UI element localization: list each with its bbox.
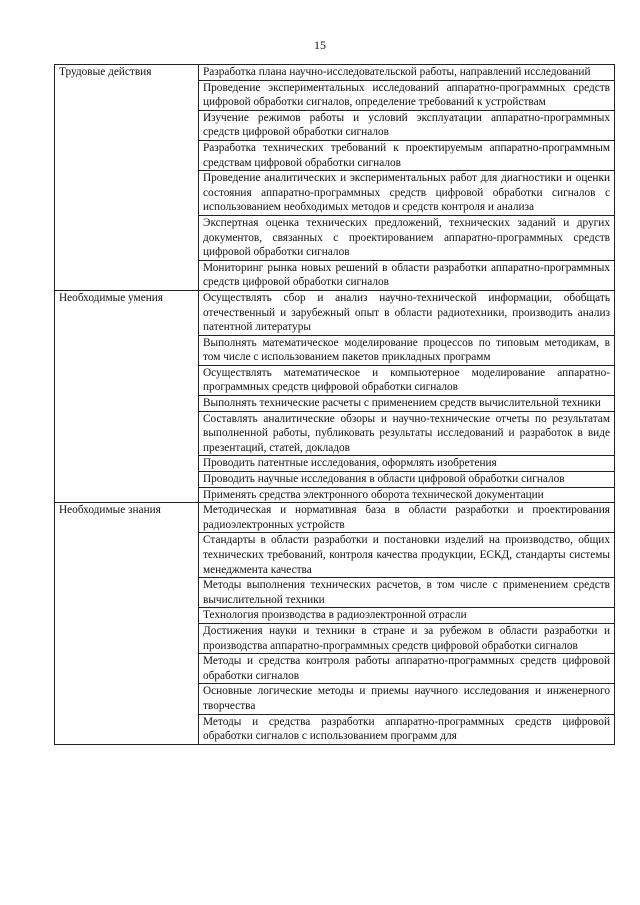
table-cell: Осуществлять сбор и анализ научно-технической информации, обобщать отечественный и зарубежный опыт в области радиотехники, производить анализ патентной литературы <box>199 290 615 335</box>
table-cell: Применять средства электронного оборота технической документации <box>199 487 615 503</box>
table-cell: Изучение режимов работы и условий эксплуатации аппаратно-программных средств цифровой обработки сигналов <box>199 110 615 140</box>
page-number: 15 <box>314 38 326 52</box>
section-label-required-skills: Необходимые умения <box>55 290 199 502</box>
table-cell: Экспертная оценка технических предложений, технических заданий и других документов, связанных с проектированием аппаратно-программных средств цифровой обработки сигналов <box>199 215 615 260</box>
table-cell: Методы и средства разработки аппаратно-программных средств цифровой обработки сигналов с использованием программ для <box>199 714 615 744</box>
table-cell: Методы выполнения технических расчетов, в том числе с применением средств вычислительной техники <box>199 578 615 608</box>
table-cell: Выполнять математическое моделирование процессов по типовым методикам, в том числе с использованием пакетов прикладных программ <box>199 335 615 365</box>
table-cell: Разработка технических требований к проектируемым аппаратно-программным средствам цифровой обработки сигналов <box>199 140 615 170</box>
table-cell: Методы и средства контроля работы аппаратно-программных средств цифровой обработки сигналов <box>199 654 615 684</box>
table-cell: Проведение экспериментальных исследований аппаратно-программных средств цифровой обработки сигналов, определение требований к устройствам <box>199 80 615 110</box>
section-label-required-knowledge: Необходимые знания <box>55 503 199 745</box>
table-row <box>55 290 615 335</box>
table-cell: Выполнять технические расчеты с применением средств вычислительной техники <box>199 396 615 412</box>
table-cell: Технология производства в радиоэлектронной отрасли <box>199 608 615 624</box>
table-cell: Мониторинг рынка новых решений в области разработки аппаратно-программных средств цифровой обработки сигналов <box>199 260 615 290</box>
table-cell: Составлять аналитические обзоры и научно-технические отчеты по результатам выполненной работы, публиковать результаты исследований и разработок в виде презентаций, статей, докладов <box>199 411 615 456</box>
table-cell: Разработка плана научно-исследовательской работы, направлений исследований <box>199 65 615 81</box>
section-label-work-actions: Трудовые действия <box>55 65 199 291</box>
table-cell: Проведение аналитических и экспериментальных работ для диагностики и оценки состояния аппаратно-программных средств цифровой обработки сигналов с использованием необходимых методов и средств контроля и анализа <box>199 171 615 216</box>
table-row <box>55 503 615 533</box>
table-cell: Достижения науки и техники в стране и за рубежом в области разработки и производства аппаратно-программных средств цифровой обработки сигналов <box>199 623 615 653</box>
table-cell: Методическая и нормативная база в области разработки и проектирования радиоэлектронных устройств <box>199 503 615 533</box>
table-cell: Основные логические методы и приемы научного исследования и инженерного творчества <box>199 684 615 714</box>
table-cell: Стандарты в области разработки и постановки изделий на производство, общих технических требований, контроля качества продукции, ЕСКД, стандарты системы менеджмента качества <box>199 533 615 578</box>
table-cell: Проводить научные исследования в области цифровой обработки сигналов <box>199 472 615 488</box>
requirements-table <box>54 64 615 745</box>
table-cell: Осуществлять математическое и компьютерное моделирование аппаратно-программных средств цифровой обработки сигналов <box>199 365 615 395</box>
table-row <box>55 65 615 81</box>
table-cell: Проводить патентные исследования, оформлять изобретения <box>199 456 615 472</box>
requirements-table-body <box>55 65 615 745</box>
